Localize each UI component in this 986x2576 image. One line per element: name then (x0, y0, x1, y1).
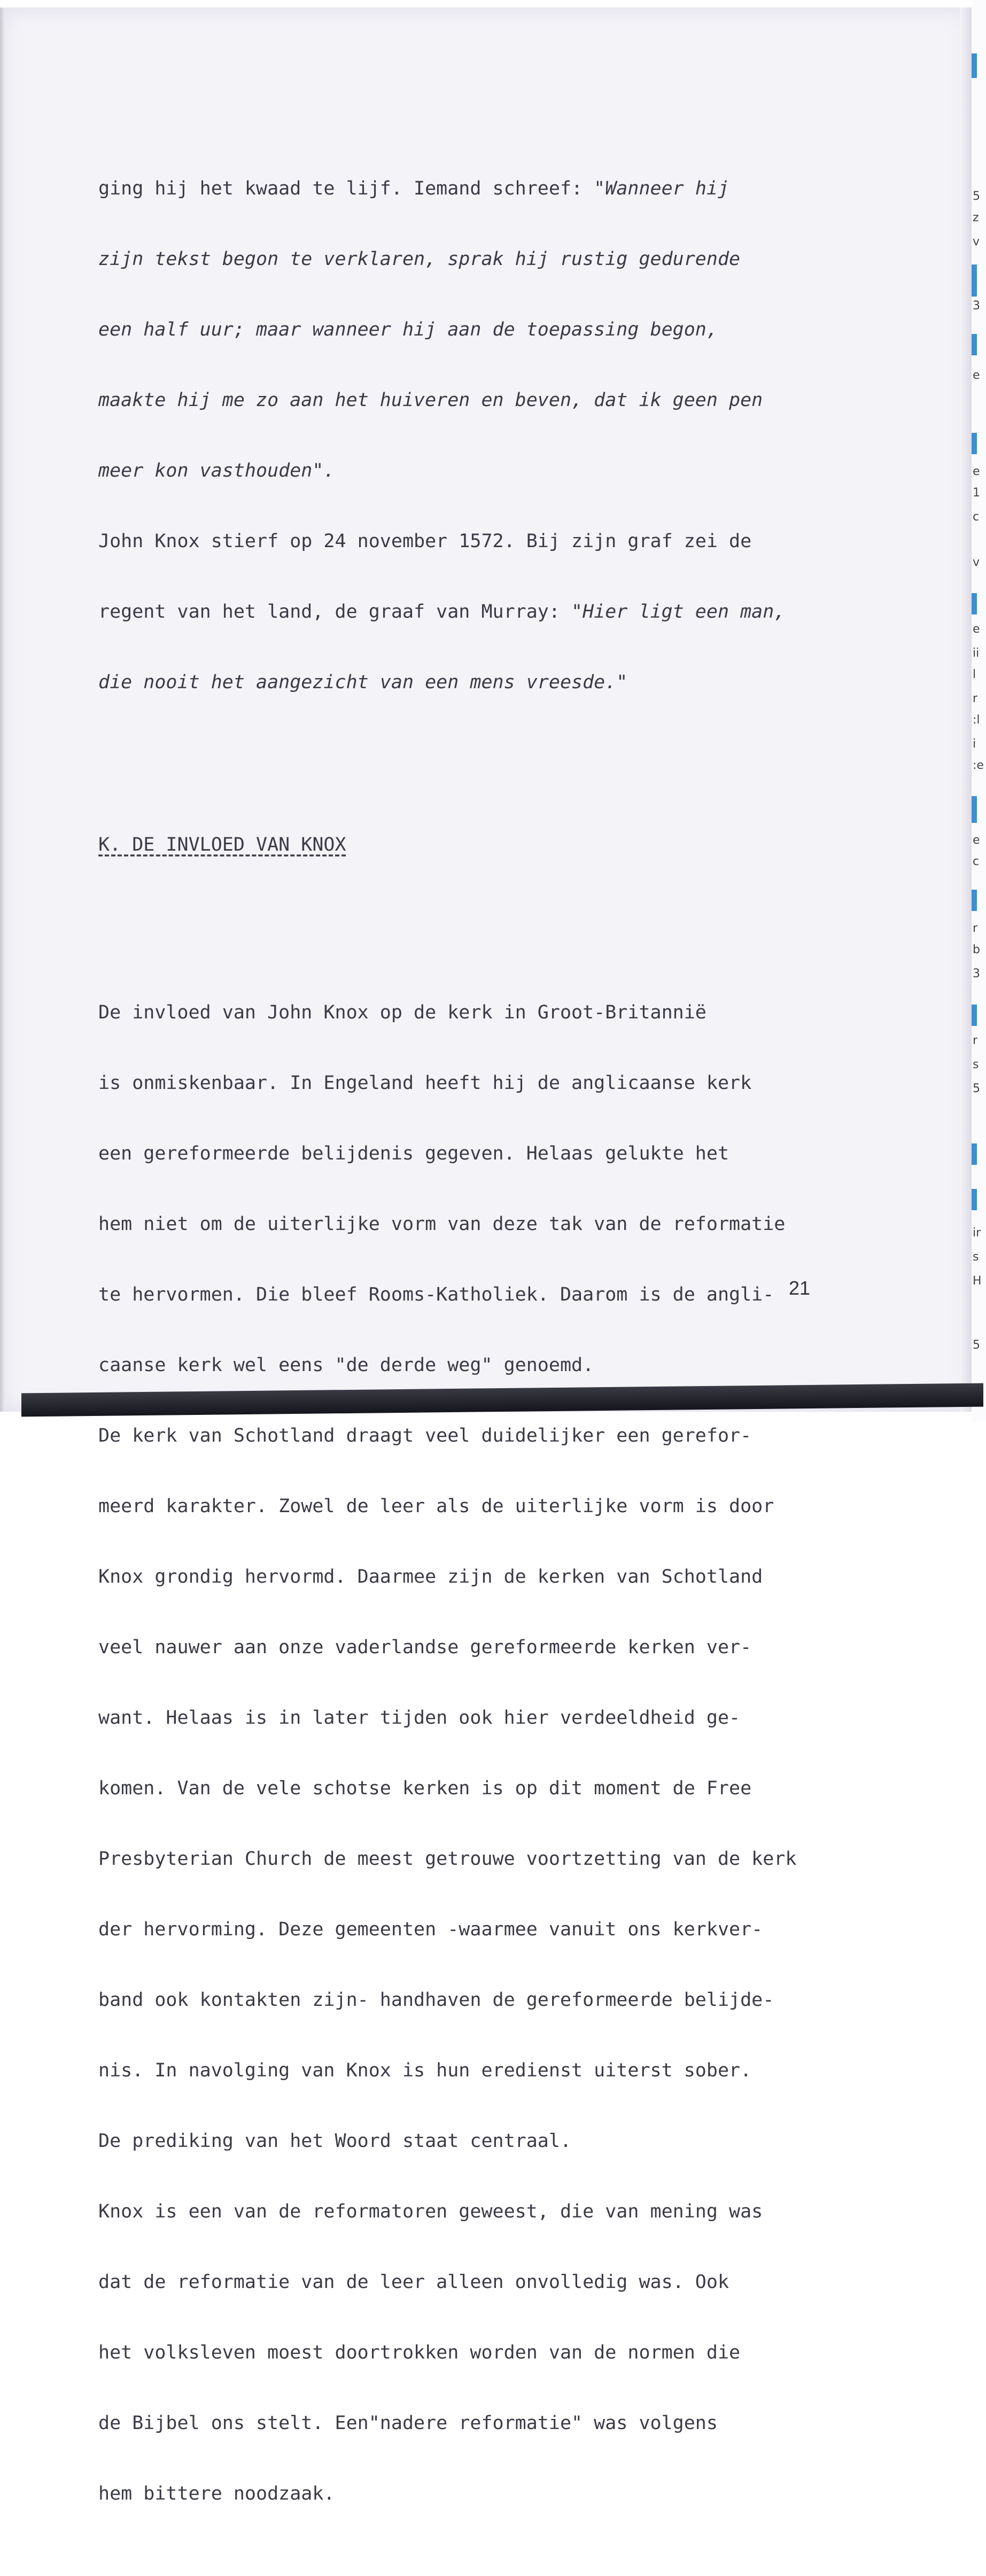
adjacent-page-fragment: 5 (973, 1082, 980, 1095)
intro-paragraph (98, 130, 857, 741)
text-line: Knox grondig hervormd. Daarmee zijn de kerken van Schotland (98, 1566, 763, 1587)
page-left-edge (0, 7, 5, 1412)
adjacent-page-blue-mark (972, 890, 977, 911)
adjacent-page-fragment: v (973, 556, 980, 569)
adjacent-page-blue-mark (972, 1005, 977, 1026)
quote-run: "Wanneer hij (594, 178, 729, 199)
adjacent-page-fragment: r (973, 1034, 978, 1047)
adjacent-page-fragment: 3 (973, 967, 980, 980)
adjacent-page-fragment: :e (973, 759, 984, 772)
adjacent-page-fragment: 3 (973, 299, 980, 313)
text-line: want. Helaas is in later tijden ook hier verdeeldheid ge- (98, 1707, 741, 1729)
adjacent-page-fragment: H (973, 1274, 982, 1288)
adjacent-page-blue-mark (972, 593, 977, 614)
adjacent-page-blue-mark (972, 1143, 977, 1165)
adjacent-page-fragment: s (973, 1250, 979, 1264)
text-line: caanse kerk wel eens "de derde weg" genoemd. (98, 1355, 594, 1376)
text-line: Presbyterian Church de meest getrouwe voortzetting van de kerk (98, 1848, 797, 1870)
adjacent-page-blue-mark (972, 264, 977, 297)
text-line (98, 177, 857, 200)
text-line: is onmiskenbaar. In Engeland heeft hij de anglicaanse kerk (98, 1072, 752, 1094)
adjacent-page-fragment: c (973, 855, 980, 868)
text-line (98, 459, 857, 482)
text-run: John Knox stierf op 24 november 1572. Bij zijn graf zei de (98, 531, 752, 552)
text-line (98, 388, 857, 412)
adjacent-page-fragment: c (973, 510, 980, 524)
adjacent-page-fragment: r (973, 692, 978, 705)
text-line: een gereformeerde belijdenis gegeven. Helaas gelukte het (98, 1143, 729, 1164)
adjacent-page-fragment: z (973, 211, 979, 224)
text-line: hem niet om de uiterlijke vorm van deze tak van de reformatie (98, 1213, 786, 1235)
text-line (98, 318, 857, 341)
adjacent-page-fragment: l (973, 668, 976, 681)
text-line: de Bijbel ons stelt. Een"nadere reformatie" was volgens (98, 2412, 718, 2434)
adjacent-page-fragment: ii (973, 647, 980, 660)
quote-run: "Hier ligt een man, (571, 601, 786, 622)
text-line: het volksleven moest doortrokken worden van de normen die (98, 2342, 741, 2363)
text-line: nis. In navolging van Knox is hun eredienst uiterst sober. (98, 2060, 752, 2081)
quote-run: meer kon vasthouden". (98, 460, 335, 481)
text-run: ging hij het kwaad te lijf. Iemand schreef: (98, 178, 594, 199)
page-body (98, 83, 857, 2576)
adjacent-page-fragment: e (973, 622, 980, 636)
page-number: 21 (789, 1277, 811, 1299)
text-line: De kerk van Schotland draagt veel duidelijker een gerefor- (98, 1425, 752, 1446)
adjacent-page-blue-mark (972, 433, 977, 454)
quote-run: maakte hij me zo aan het huiveren en beven, dat ik geen pen (98, 390, 763, 411)
adjacent-page-fragment: s (973, 1058, 979, 1071)
section-heading: K. DE INVLOED VAN KNOX (98, 834, 346, 855)
text-line: der hervorming. Deze gemeenten -waarmee vanuit ons kerkver- (98, 1919, 763, 1940)
adjacent-page-fragment: r (973, 922, 978, 935)
adjacent-page-blue-mark (972, 1189, 977, 1210)
adjacent-page-fragment: ir (973, 1226, 981, 1240)
adjacent-page-fragment: b (973, 943, 980, 956)
adjacent-page-blue-mark (972, 334, 977, 355)
text-run: regent van het land, de graaf van Murray: (98, 601, 572, 622)
adjacent-page-fragment: 5 (973, 1338, 980, 1352)
text-line: De invloed van John Knox op de kerk in Groot-Britannië (98, 1002, 706, 1023)
adjacent-page-fragment: :l (973, 713, 980, 727)
text-line: meerd karakter. Zowel de leer als de uiterlijke vorm is door (98, 1496, 774, 1517)
text-line: veel nauwer aan onze vaderlandse gereformeerde kerken ver- (98, 1637, 752, 1658)
adjacent-page-fragment: 1 (973, 486, 980, 500)
text-line: band ook kontakten zijn- handhaven de gereformeerde belijde- (98, 1989, 774, 2011)
text-line: te hervormen. Die bleef Rooms-Katholiek. Daarom is de angli- (98, 1284, 774, 1305)
adjacent-page-fragment: v (973, 235, 980, 248)
adjacent-page-fragment: 5 (973, 190, 980, 203)
quote-run: een half uur; maar wanneer hij aan de toepassing begon, (98, 319, 718, 340)
adjacent-page-fragment: i (973, 737, 976, 751)
adjacent-page-fragment: e (973, 465, 980, 478)
page-right-edge (960, 7, 972, 1412)
text-line: hem bittere noodzaak. (98, 2483, 335, 2504)
quote-run: zijn tekst begon te verklaren, sprak hij rustig gedurende (98, 248, 741, 270)
text-line (98, 247, 857, 271)
adjacent-page-fragment: e (973, 369, 980, 382)
body-paragraphs (98, 954, 857, 2552)
text-line (98, 600, 857, 624)
adjacent-page-blue-mark (972, 796, 977, 823)
adjacent-page-blue-mark (972, 53, 977, 78)
quote-run: die nooit het aangezicht van een mens vreesde." (98, 672, 628, 693)
adjacent-page-fragment: e (973, 834, 980, 847)
text-line: De prediking van het Woord staat centraal. (98, 2130, 572, 2152)
text-line: Knox is een van de reformatoren geweest, die van mening was (98, 2201, 763, 2222)
text-line: komen. Van de vele schotse kerken is op dit moment de Free (98, 1778, 752, 1799)
text-line: dat de reformatie van de leer alleen onvolledig was. Ook (98, 2271, 729, 2293)
text-line (98, 671, 857, 694)
text-line (98, 530, 857, 553)
